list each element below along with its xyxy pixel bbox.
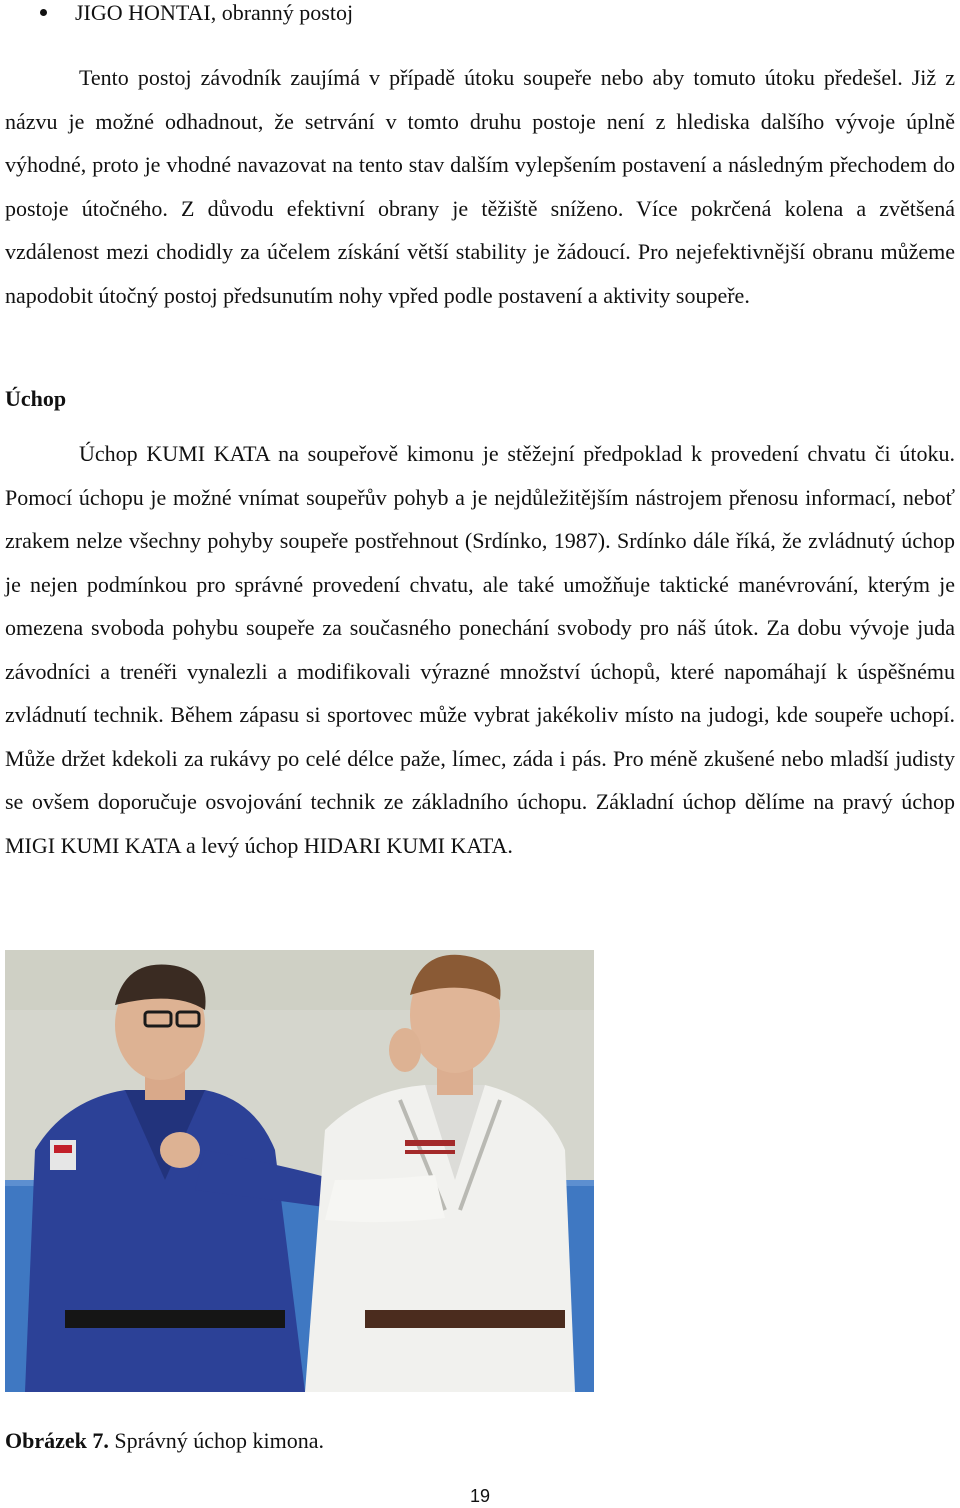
paragraph-defensive-stance: Tento postoj závodník zaujímá v případě útoku soupeře nebo aby tomuto útoku předešel. Již z názvu je možné odhadnout, že setrvání v tomto druhu postoje není z hlediska dalšího vývoje úplně výhodné, proto je vhodné navazovat na tento stav dalším vylepšením postavení a následným přechodem do postoje útočného. Z důvodu efektivní obrany je těžiště sníženo. Více pokrčená kolena a zvětšená vzdálenost mezi chodidly za účelem získání větší stability je žádoucí. Pro nejefektivnější obranu můžeme napodobit útočný postoj předsunutím nohy vpřed podle postavení a aktivity soupeře. <box>5 65 955 308</box>
figure-photo <box>5 950 594 1392</box>
page-number: 19 <box>469 1486 491 1506</box>
bullet-icon <box>40 9 47 16</box>
judo-grip-photo <box>5 950 594 1392</box>
paragraph-grip: Úchop KUMI KATA na soupeřově kimonu je stěžejní předpoklad k provedení chvatu či útoku. Pomocí úchopu je možné vnímat soupeřův pohyb a je nejdůležitějším nástrojem přenosu informací, neboť zrakem nelze všechny pohyby soupeře postřehnout (Srdínko, 1987). Srdínko dále říká, že zvládnutý úchop je nejen podmínkou pro správné provedení chvatu, ale také umožňuje taktické manévrování, kterým je omezena svoboda pohybu soupeře za současného ponechání svobody pro náš útok. Za dobu vývoje juda závodníci a trenéři vynalezli a modifikovali výrazné množství úchopů, které napomáhají k úspěšnému zvládnutí technik. Během zápasu si sportovec může vybrat jakékoliv místo na judogi, kde soupeře uchopí. Může držet kdekoli za rukávy po celé délce paže, límec, záda i pás. Pro méně zkušené nebo mladší judisty se ovšem doporučuje osvojování technik ze základního úchopu. Základní úchop dělíme na pravý úchop MIGI KUMI KATA a levý úchop HIDARI KUMI KATA. <box>5 441 955 858</box>
section-heading: Úchop <box>5 386 67 411</box>
bullet-item <box>40 0 353 28</box>
bullet-text: JIGO HONTAI, obranný postoj <box>75 0 354 25</box>
figure-caption-label: Obrázek 7. <box>5 1428 109 1453</box>
figure-caption <box>5 1428 324 1454</box>
figure-caption-text: Správný úchop kimona. <box>108 1428 324 1453</box>
